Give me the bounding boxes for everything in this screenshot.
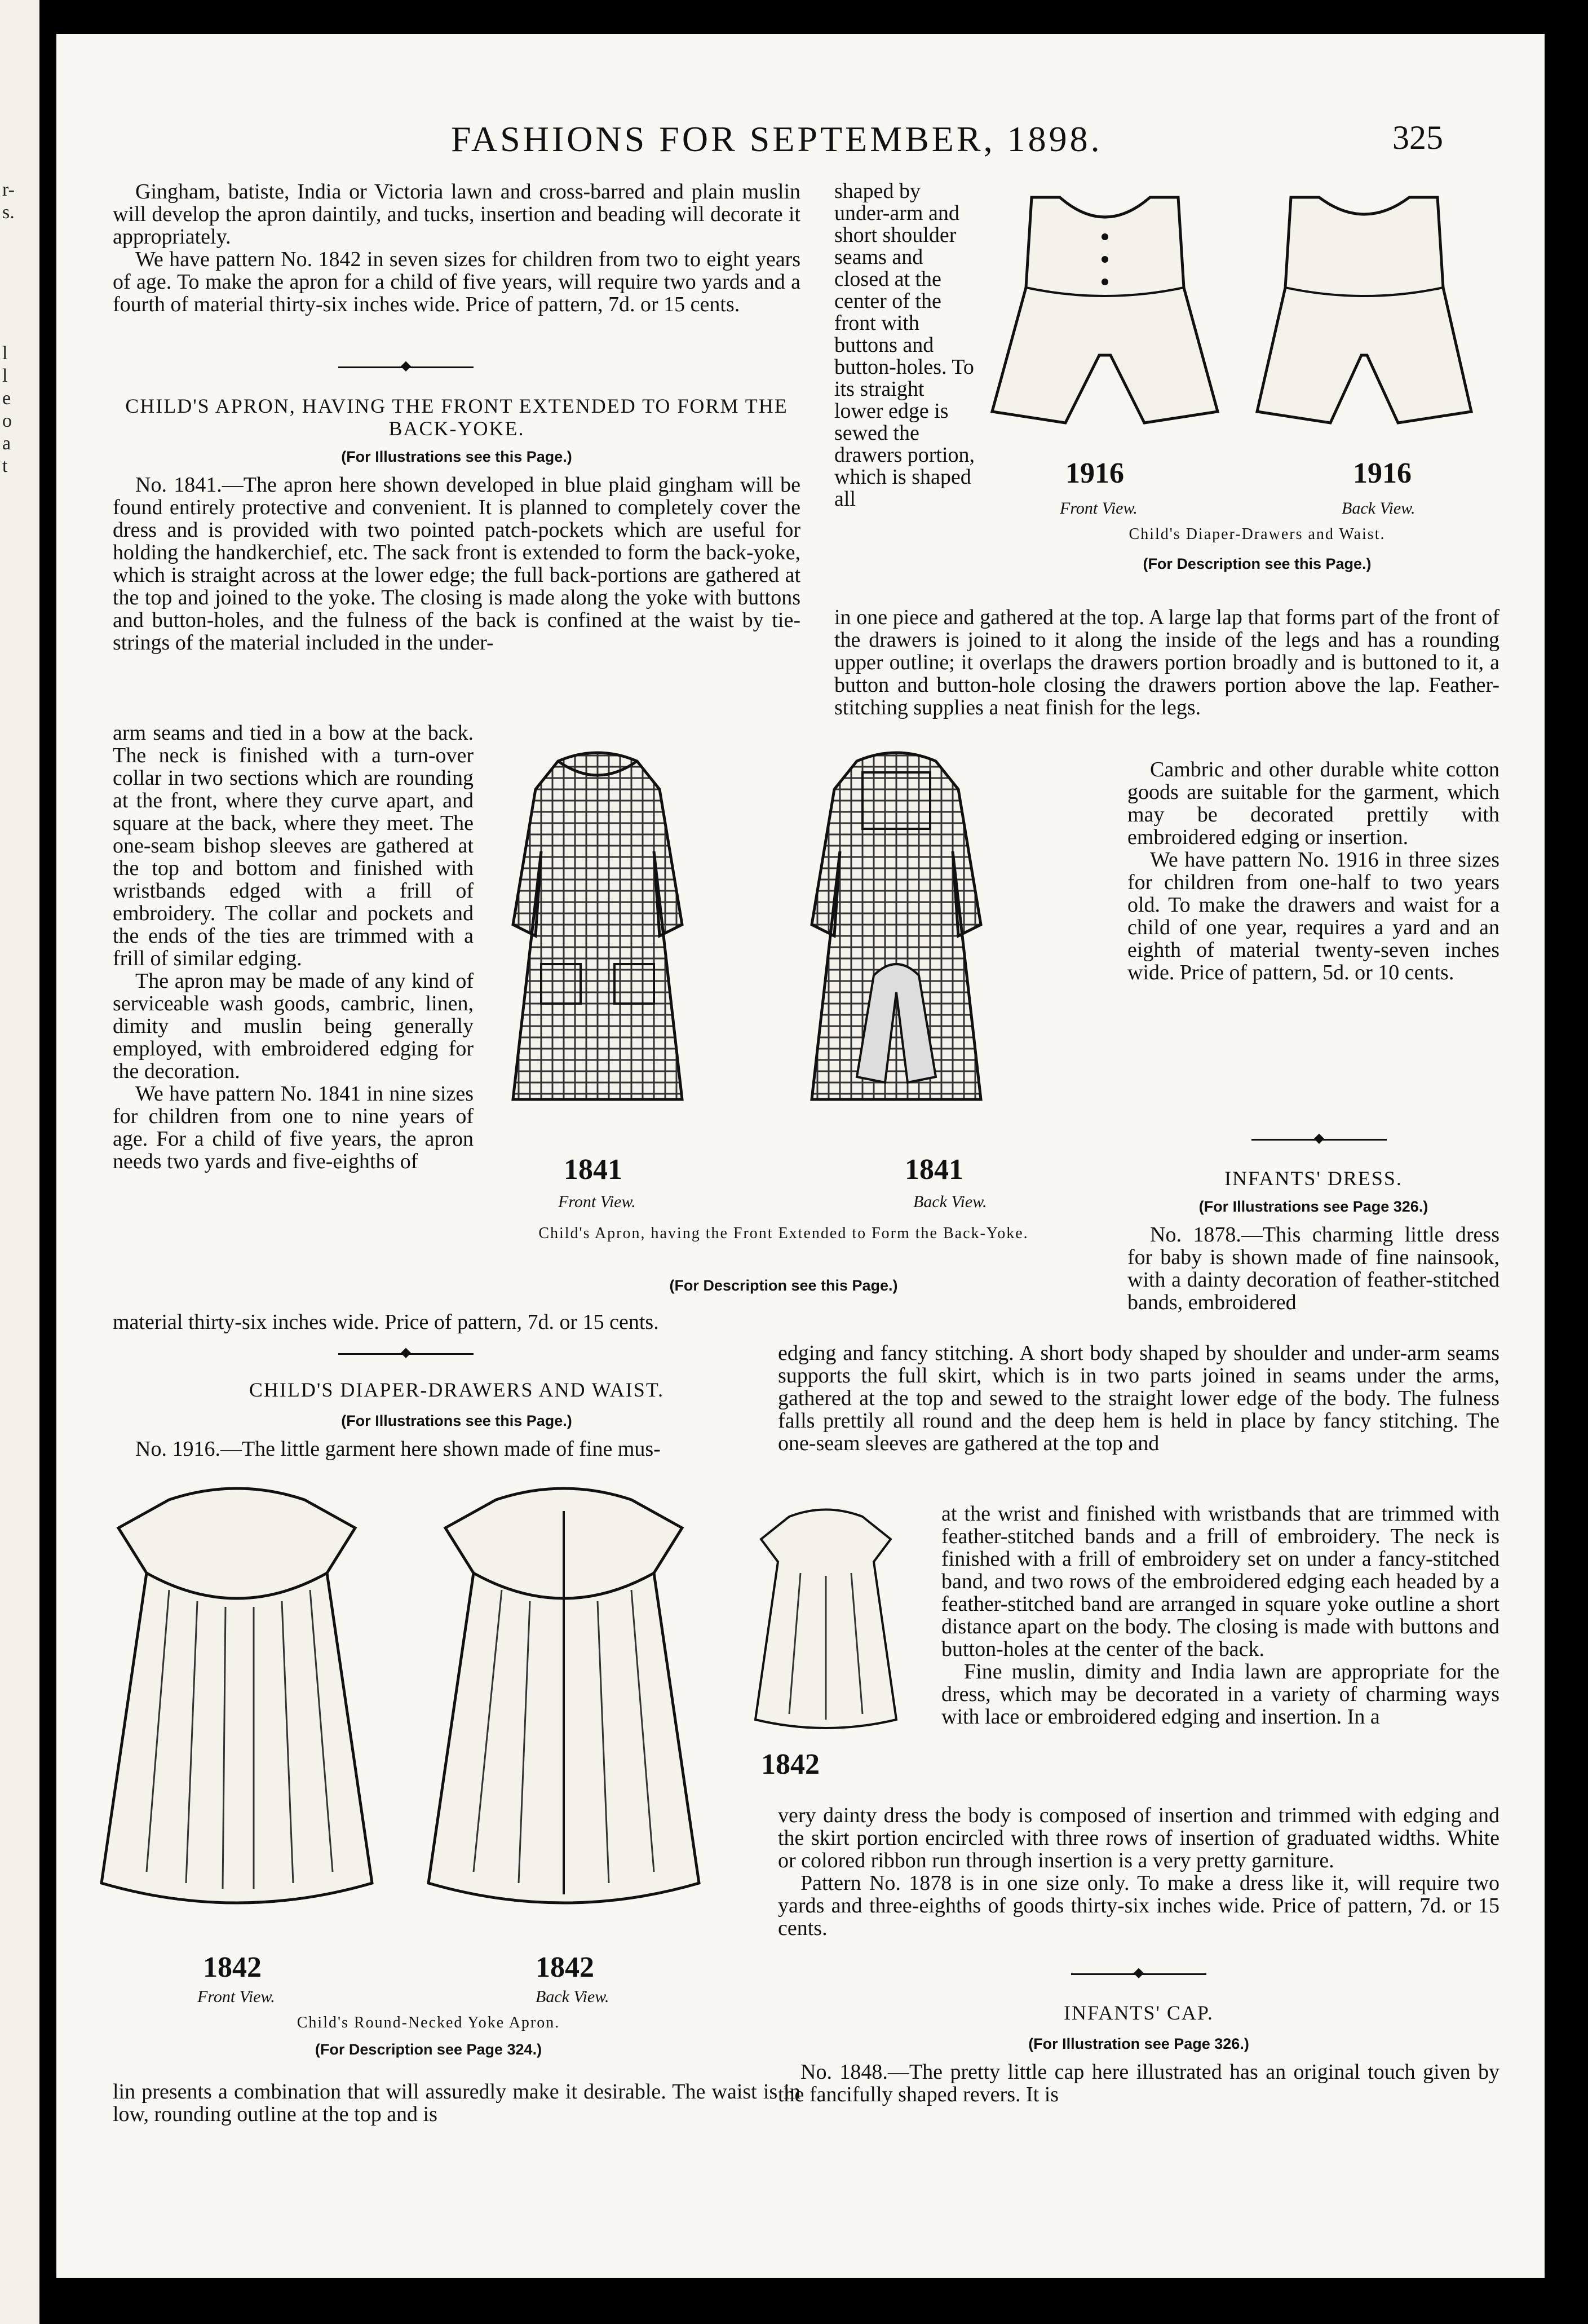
figure-view-label: Front View. [197, 1987, 275, 2006]
scan-edge [0, 0, 39, 2324]
figure-number: 1916 [1353, 457, 1412, 489]
paragraph: No. 1916.—The little garment here shown made of fine mus- [135, 1437, 661, 1461]
paragraph: very dainty dress the body is composed of insertion and trimmed with edging and the skirt portion encircled with three rows of insertion of graduated widths. White or colored ribbon run through insertion is a very pretty garniture. [778, 1804, 1499, 1872]
paragraph: No. 1848.—The pretty little cap here illustrated has an original touch given by the fancifully shaped revers. It is [778, 2060, 1499, 2106]
figure-number: 1842 [536, 1951, 594, 1983]
caption-note: (For Description see Page 324.) [315, 2041, 542, 2058]
article-1916-body-right [1127, 758, 1499, 984]
figure-view-label: Front View. [1060, 499, 1138, 518]
caption-note: (For Description see this Page.) [669, 1277, 898, 1294]
edge-fragment: l [2, 343, 8, 364]
article-1878-body-wide-2 [778, 1804, 1499, 1939]
paragraph: in one piece and gathered at the top. A large lap that forms part of the front of the drawers is joined to it along the inside of the legs and has a rounding upper outline; it overlaps the drawers portion broadly and is buttoned to it, a button and button-hole closing the drawers portion above the lap. Feather-stitching supplies a neat finish for the legs. [834, 606, 1499, 719]
article-1841-body [113, 474, 800, 654]
article-heading-1841: CHILD'S APRON, HAVING THE FRONT EXTENDED TO FORM THE BACK-YOKE. [125, 395, 788, 440]
paragraph: We have pattern No. 1841 in nine sizes for children from one to nine years of age. For a child of five years, the apron needs two yards and five-eighths of [113, 1082, 474, 1173]
edge-fragment: r- [2, 179, 15, 200]
paragraph: shaped by under-arm and short shoulder seams and closed at the center of the front with buttons and button-holes. To its straight lower edge is sewed the drawers portion, which is shaped all [834, 179, 975, 511]
illustration-note: (For Illustrations see this Page.) [341, 1412, 572, 1429]
paragraph: lin presents a combination that will assuredly make it desirable. The waist is in low, rounding outline at the top and is [113, 2080, 800, 2126]
figure-view-label: Back View. [913, 1192, 987, 1211]
section-divider [338, 366, 474, 368]
article-1878-body-narrow [1127, 1223, 1499, 1314]
edge-fragment: t [2, 456, 8, 476]
figure-caption-1842: Child's Round-Necked Yoke Apron. [297, 2014, 560, 2031]
paragraph: arm seams and tied in a bow at the back. The neck is finished with a turn-over collar in two sections which are rounding at the front, where they curve apart, and square at the back, where they meet. The one-seam bishop sleeves are gathered at the top and bottom and finished with wristbands edged with a frill of embroidery. The collar and pockets and the ends of the ties are trimmed with a frill of similar edging. [113, 721, 474, 970]
figure-caption-1916: Child's Diaper-Drawers and Waist. [1129, 525, 1386, 543]
apron-1842-back-illustration [417, 1477, 710, 1945]
illustration-note: (For Illustration see Page 326.) [1028, 2035, 1249, 2052]
drawers-1916-back-illustration [1246, 186, 1483, 451]
section-divider [1071, 1973, 1206, 1975]
figure-number: 1841 [564, 1154, 622, 1186]
edge-fragment: l [2, 365, 8, 386]
article-1878-body-right [941, 1503, 1499, 1728]
paragraph: Pattern No. 1878 is in one size only. To make a dress like it, will require two yards and three-eighths of goods thirty-six inches wide. Price of pattern, 7d. or 15 cents. [778, 1871, 1499, 1940]
figure-view-label: Back View. [1342, 499, 1416, 518]
paragraph: No. 1841.—The apron here shown developed in blue plaid gingham will be found entirely protective and convenient. It is planned to completely cover the dress and is provided with two pointed patch-pockets which are useful for holding the handkerchief, etc. The sack front is extended to form the back-yoke, which is straight across at the lower edge; the full back-portions are gathered at the top and joined to the yoke. The closing is made along the yoke with buttons and button-holes, and the fulness of the back is confined at the waist by tie-strings of the material included in the under- [113, 473, 800, 655]
paragraph: Cambric and other durable white cotton goods are suitable for the garment, which may be decorated prettily with embroidered edging or insertion. [1127, 758, 1499, 849]
paragraph: We have pattern No. 1842 in seven sizes for children from two to eight years of age. To make the apron for a child of five years, will require two yards and a fourth of material thirty-six inches wide. Price of pattern, 7d. or 15 cents. [113, 248, 800, 316]
article-1916-body-wide [834, 606, 1499, 719]
section-divider [1251, 1139, 1387, 1141]
edge-fragment: o [2, 410, 12, 431]
figure-number: 1841 [905, 1154, 963, 1186]
figure-caption-1841: Child's Apron, having the Front Extended to Form the Back-Yoke. [538, 1225, 1029, 1242]
figure-view-label: Back View. [536, 1987, 609, 2006]
edge-fragment: a [2, 433, 11, 454]
edge-fragment: s. [2, 202, 15, 223]
illustration-note: (For Illustrations see Page 326.) [1198, 1198, 1428, 1215]
article-1841-body-narrow [113, 722, 474, 1173]
section-divider [338, 1353, 474, 1355]
paragraph: We have pattern No. 1916 in three sizes for children from one-half to two years old. To make the drawers and waist for a child of one year, requires a yard and an eighth of material twenty-seven inches wide. Price of pattern, 5d. or 10 cents. [1127, 848, 1499, 984]
paragraph: edging and fancy stitching. A short body shaped by shoulder and under-arm seams supports the full skirt, which is in two parts joined in seams under the arms, gathered at the top and sewed to the straight lower edge of the body. The fulness falls prettily all round and the deep hem is held in place by fancy stitching. The one-seam sleeves are gathered at the top and [778, 1341, 1499, 1455]
drawers-1916-front-illustration [981, 186, 1229, 451]
article-1878-body-wide [778, 1342, 1499, 1455]
illustration-note: (For Illustrations see this Page.) [341, 448, 572, 465]
page-number: 325 [1392, 119, 1443, 156]
article-heading-1878: INFANTS' DRESS. [1224, 1167, 1403, 1190]
article-1916-body-end [113, 2080, 800, 2126]
caption-note: (For Description see this Page.) [1143, 555, 1372, 572]
paragraph: Gingham, batiste, India or Victoria lawn and cross-barred and plain muslin will develop the apron daintily, and tucks, insertion and beading will decorate it appropriately. [113, 180, 800, 249]
magazine-page [56, 34, 1545, 2278]
apron-1841-front-illustration [490, 739, 705, 1145]
paragraph: material thirty-six inches wide. Price of pattern, 7d. or 15 cents. [113, 1310, 659, 1334]
paragraph: at the wrist and finished with wristbands that are trimmed with feather-stitched bands and a frill of embroidery. The neck is finished with a frill of embroidery set on under a fancy-stitched band, and two rows of the embroidered edging each headed by a feather-stitched band are arranged in square yoke outline a short distance apart on the body. The closing is made with buttons and button-holes at the center of the back. [941, 1502, 1499, 1661]
article-1848-body [778, 2061, 1499, 2106]
paragraph: No. 1878.—This charming little dress for baby is shown made of fine nainsook, with a dainty decoration of feather-stitched bands, embroidered [1127, 1223, 1499, 1314]
paragraph: The apron may be made of any kind of serviceable wash goods, cambric, linen, dimity and muslin being generally employed, with embroidered edging for the decoration. [113, 969, 474, 1083]
article-heading-1916: CHILD'S DIAPER-DRAWERS AND WAIST. [249, 1379, 665, 1401]
page-header-title: FASHIONS FOR SEPTEMBER, 1898. [451, 119, 1103, 159]
article-1916-body-start [113, 1438, 800, 1460]
paragraph: Fine muslin, dimity and India lawn are appropriate for the dress, which may be decorated in a variety of charming ways with lace or embroidered edging and insertion. In a [941, 1660, 1499, 1729]
apron-1842-text [113, 180, 800, 316]
article-1841-pattern-end [113, 1311, 800, 1333]
figure-number: 1842 [203, 1951, 262, 1983]
article-1916-body-narrow [834, 180, 975, 510]
figure-number: 1842 [761, 1748, 820, 1780]
apron-1842-front-illustration [85, 1477, 389, 1945]
apron-1842-small-illustration [733, 1500, 919, 1742]
figure-number: 1916 [1065, 457, 1124, 489]
edge-fragment: e [2, 388, 11, 409]
article-heading-1848: INFANTS' CAP. [1064, 2002, 1214, 2024]
figure-view-label: Front View. [558, 1192, 636, 1211]
apron-1841-back-illustration [789, 739, 1003, 1145]
